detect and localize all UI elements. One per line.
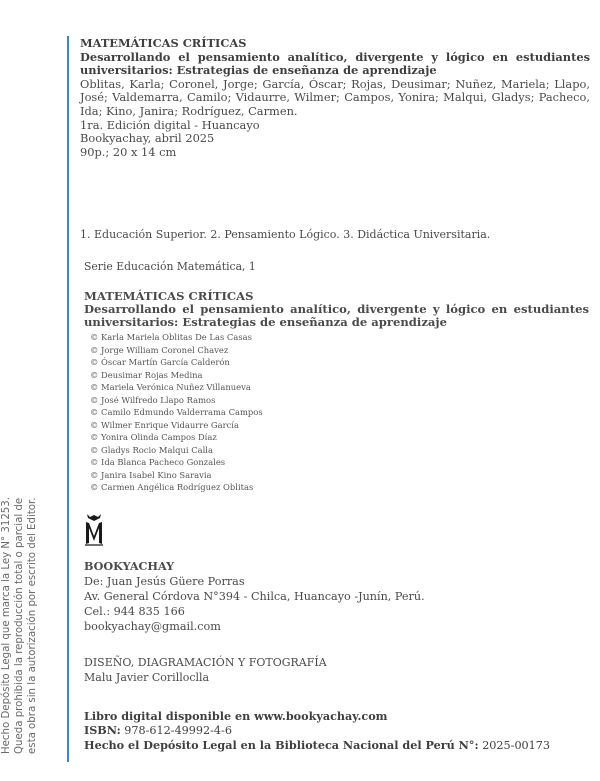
publisher-name: BOOKYACHAY [84,559,175,573]
design-heading: DISEÑO, DIAGRAMACIÓN Y FOTOGRAFÍA [84,656,327,669]
side-note-line: Queda prohibida la reproducción total o parcial de [14,497,26,754]
availability-note: Libro digital disponible en www.bookyachay.com [84,709,388,723]
authors-list: Oblitas, Karla; Coronel, Jorge; García, Óscar; Rojas, Deusimar; Nuñez, Mariela; Llapo, José; Valdemarra, Camilo; Vidaurre, Wilmer; Campos, Yonira; Malqui, Gladys; Pacheco, Ida; Kino, Janira; Rodríguez, Carmen. [80,76,590,118]
side-note-line: Hecho Depósito Legal que marca la Ley N° 31253. [1,497,12,754]
copyright-item: © Janira Isabel Kino Saravia [90,469,212,480]
copyright-item: © Óscar Martín García Calderón [90,357,230,367]
publisher-phone: Cel.: 944 835 166 [84,605,185,618]
publisher-date: Bookyachay, abril 2025 [80,131,215,146]
copyright-item: © José Wilfredo Llapo Ramos [90,394,216,405]
copyright-item: © Jorge William Coronel Chavez [90,344,229,355]
design-credits [84,655,594,685]
title-block [84,290,589,329]
publisher-owner: De: Juan Jesús Güere Porras [84,575,245,588]
copyright-item: © Gladys Rocio Malqui Calla [90,444,213,455]
isbn-value: 978-612-49992-4-6 [124,724,232,737]
deposit-label: Hecho el Depósito Legal en la Biblioteca Nacional del Perú N°: [84,738,479,752]
bookyachay-logo-icon [84,512,104,546]
book-subtitle: Desarrollando el pensamiento analítico, divergente y lógico en estudiantes universitarios: Estrategias de enseñanza de aprendizaje [80,49,590,78]
copyright-item: © Mariela Verónica Nuñez Villanueva [90,382,251,392]
deposit-value: 2025-00173 [482,739,551,752]
physical-description: 90p.; 20 x 14 cm [80,144,177,159]
book-title: MATEMÁTICAS CRÍTICAS [80,36,247,50]
copyright-item: © Ida Blanca Pacheco Gonzales [90,457,226,467]
copyright-item: © Carmen Angélica Rodríguez Oblitas [90,482,254,492]
edition-info: 1ra. Edición digital - Huancayo [80,117,260,132]
legal-info-block [84,709,594,753]
publisher-block [84,559,594,634]
publisher-address: Av. General Córdova N°394 - Chilca, Huancayo -Junín, Perú. [84,590,425,603]
copyright-list [90,331,263,494]
copyright-item: © Camilo Edmundo Valderrama Campos [90,407,263,417]
series-name: Serie Educación Matemática, 1 [84,260,256,273]
second-subtitle: Desarrollando el pensamiento analítico, divergente y lógico en estudiantes universitarios: Estrategias de enseñanza de aprendizaje [84,302,589,329]
second-title: MATEMÁTICAS CRÍTICAS [84,289,254,303]
vertical-accent-bar [67,36,69,762]
copyright-item: © Wilmer Enrique Vidaurre García [90,419,239,430]
cataloging-block [80,37,590,159]
isbn-label: ISBN: [84,723,121,737]
copyright-item: © Deusimar Rojas Medina [90,369,203,380]
subject-headings: 1. Educación Superior. 2. Pensamiento Lógico. 3. Didáctica Universitaria. [80,228,491,241]
copyright-item: © Karla Mariela Oblitas De Las Casas [90,332,252,342]
copyright-item: © Yonira Olinda Campos Díaz [90,432,217,442]
side-note-line: esta obra sin la autorización por escrito del Editor. [27,497,39,754]
design-name: Malu Javier Corilloclla [84,671,210,684]
publisher-email: bookyachay@gmail.com [84,620,221,633]
